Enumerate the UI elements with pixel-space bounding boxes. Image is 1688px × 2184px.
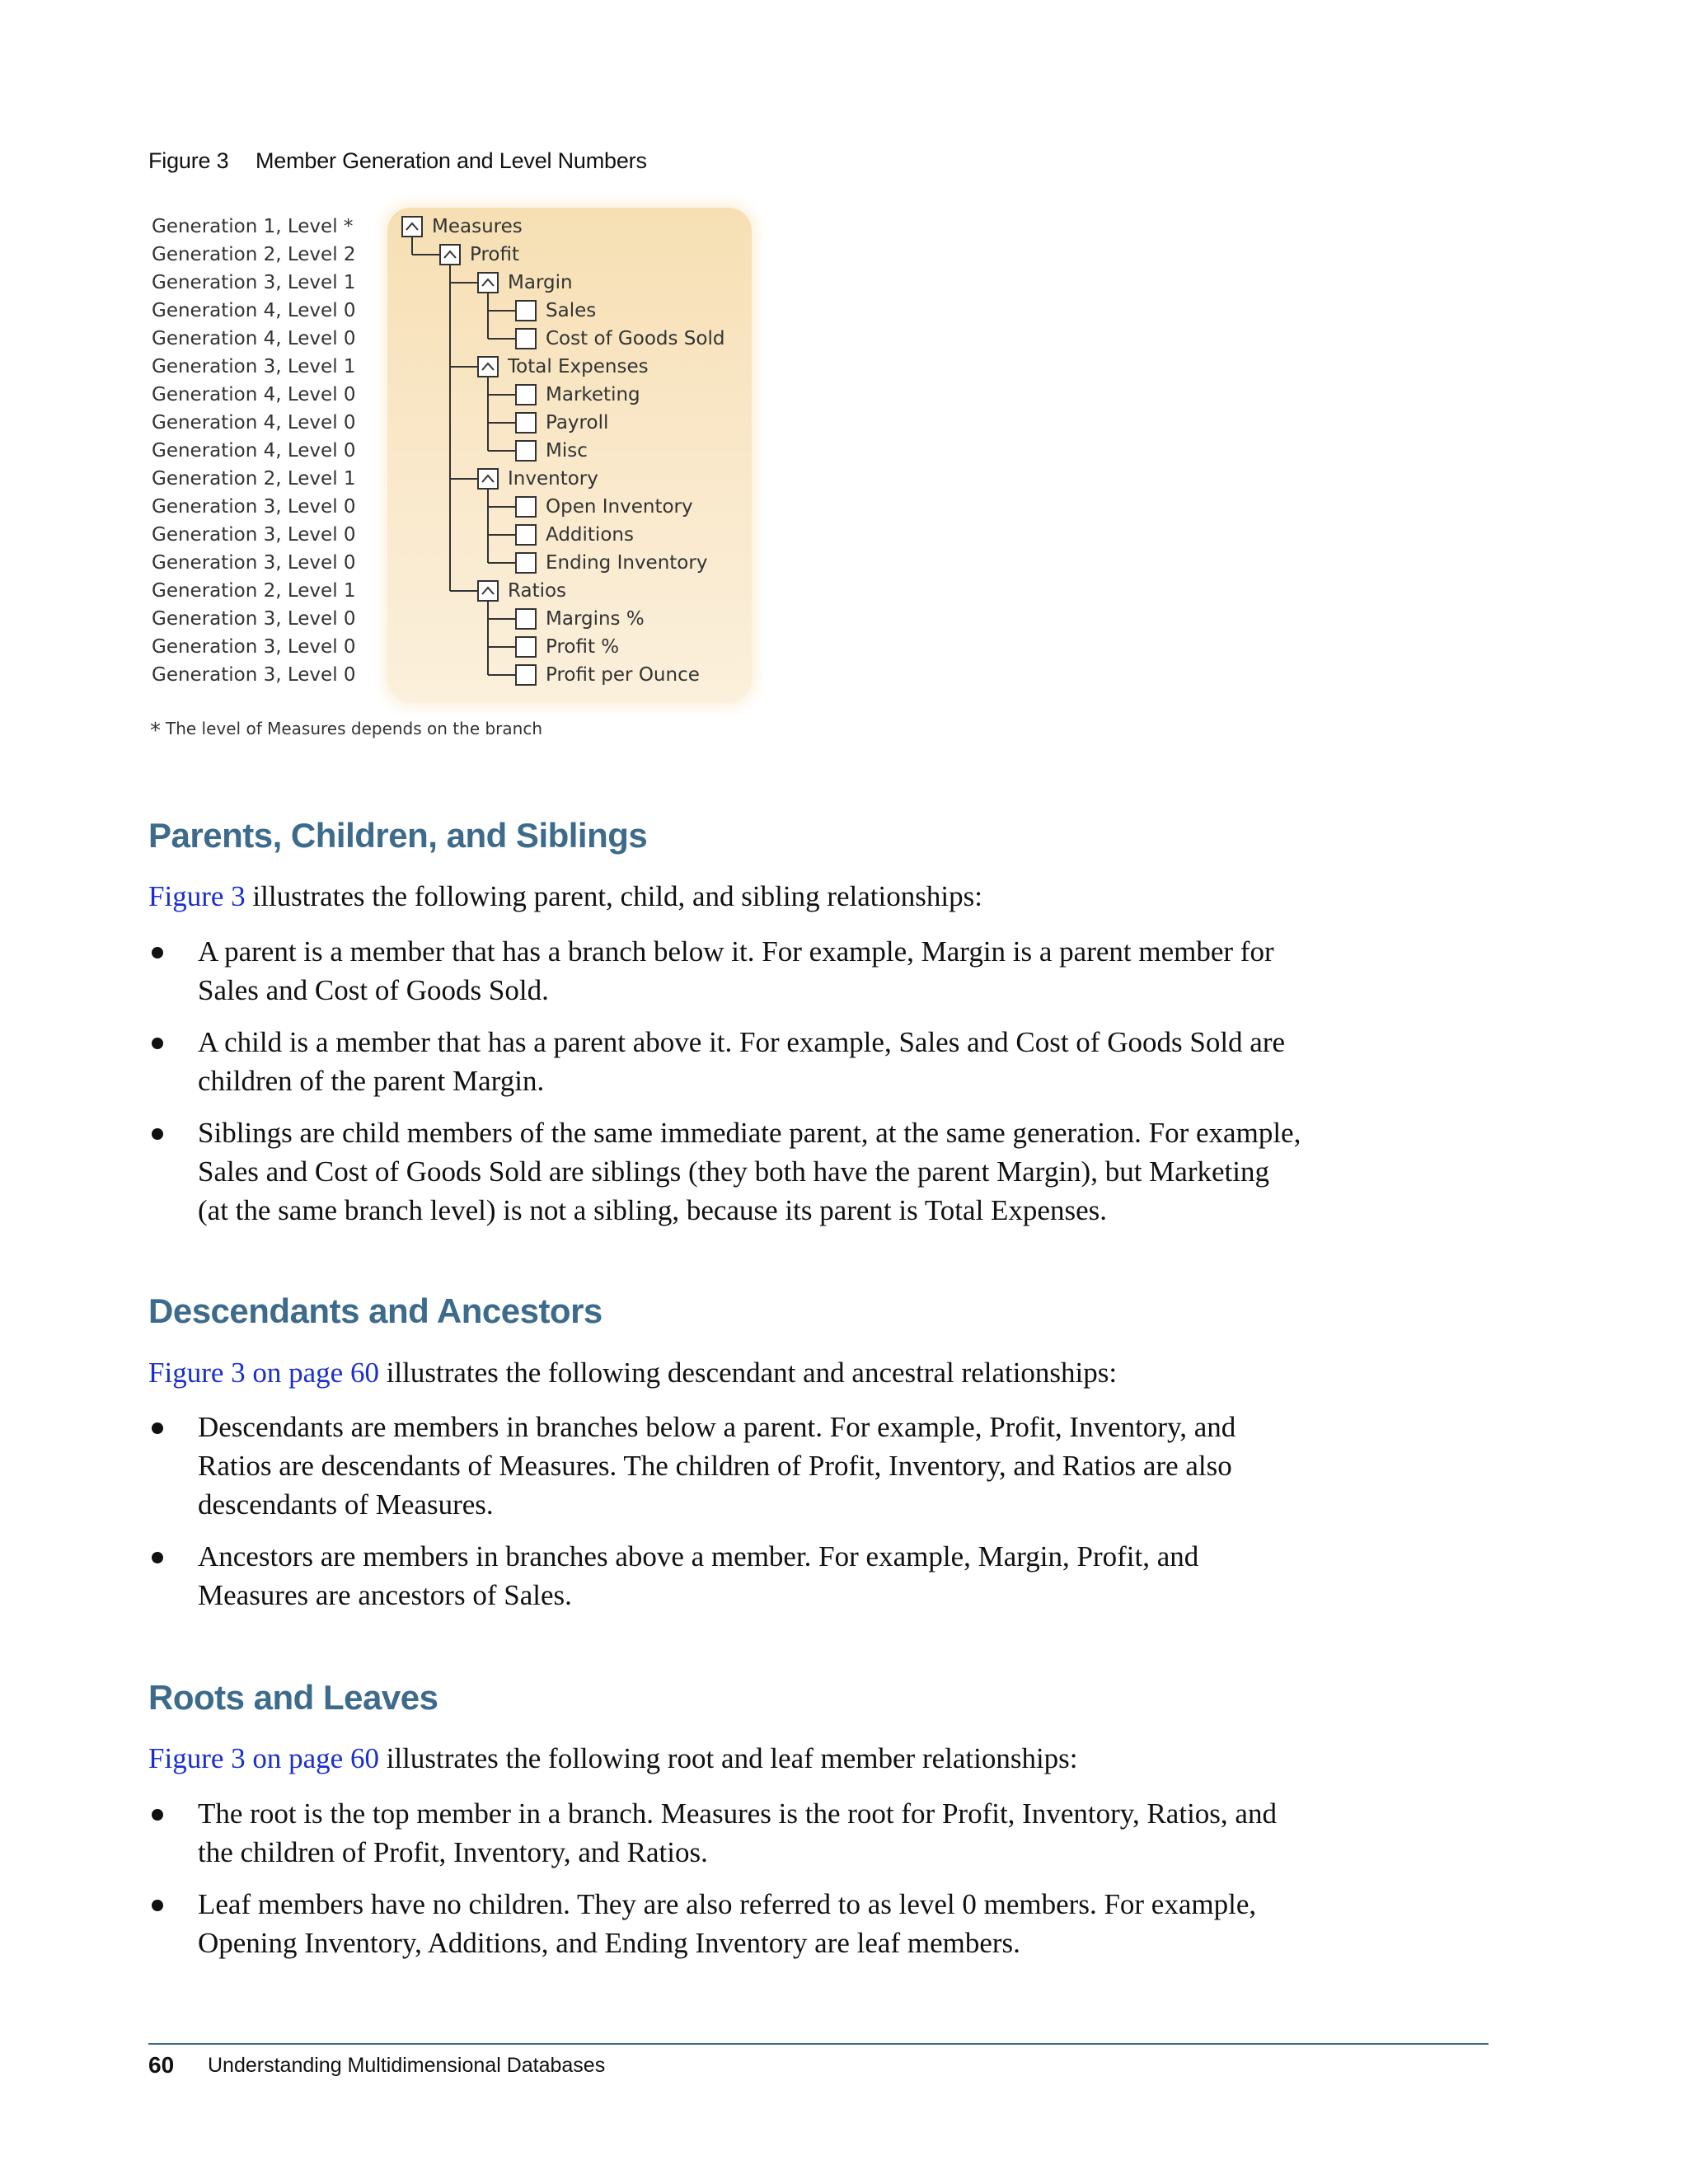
bullet-icon: [152, 947, 163, 958]
section-heading-descendants: Descendants and Ancestors: [148, 1291, 603, 1330]
bullet-text: The root is the top member in a branch. Measures is the root for Profit, Inventory, Ratios, and the children of Profit, Inventory, and Ratios.: [198, 1797, 1277, 1868]
figure-footnote: [150, 719, 542, 743]
footnote-text: The level of Measures depends on the branch: [166, 719, 543, 738]
tree-node-label: Cost of Goods Sold: [546, 328, 725, 349]
leaf-box-icon: [516, 637, 536, 657]
figure-title: Member Generation and Level Numbers: [256, 148, 647, 173]
tree-node-label: Marketing: [546, 384, 640, 405]
generation-label: Generation 3, Level 0: [152, 552, 356, 574]
leaf-box-icon: [516, 553, 536, 573]
section-intro-roots: [148, 1739, 1302, 1778]
member-hierarchy-figure: [148, 204, 775, 715]
generation-label: Generation 3, Level 0: [152, 608, 356, 630]
list-item: [148, 1408, 1302, 1524]
bullet-list-parents: [148, 932, 1302, 1243]
tree-node-label: Sales: [546, 300, 597, 321]
leaf-box-icon: [516, 497, 536, 517]
generation-label: Generation 4, Level 0: [152, 412, 356, 434]
generation-label: Generation 2, Level 1: [152, 580, 356, 602]
tree-node-label: Additions: [546, 524, 634, 546]
bullet-icon: [152, 1128, 163, 1140]
leaf-box-icon: [516, 301, 536, 321]
figure-caption: [148, 148, 647, 174]
list-item: [148, 1537, 1302, 1615]
footnote-star: *: [150, 719, 161, 743]
collapse-toggle-icon: [478, 357, 498, 377]
bullet-icon: [152, 1038, 163, 1049]
tree-node-label: Payroll: [546, 412, 609, 434]
figure-number: Figure 3: [148, 148, 229, 173]
footer-rule: [148, 2043, 1489, 2045]
generation-label: Generation 4, Level 0: [152, 328, 356, 349]
tree-node-label: Profit: [470, 244, 519, 265]
bullet-list-roots: [148, 1794, 1302, 1975]
tree-node-label: Margin: [508, 272, 573, 293]
collapse-toggle-icon: [440, 245, 460, 265]
tree-connectors: [148, 204, 775, 715]
leaf-box-icon: [516, 441, 536, 461]
bullet-text: Ancestors are members in branches above a member. For example, Margin, Profit, and Measures are ancestors of Sales.: [198, 1540, 1199, 1611]
bullet-icon: [152, 1809, 163, 1821]
collapse-toggle-icon: [478, 273, 498, 293]
footer-title: Understanding Multidimensional Databases: [208, 2054, 606, 2077]
generation-label: Generation 3, Level 0: [152, 664, 356, 686]
bullet-text: A parent is a member that has a branch below it. For example, Margin is a parent member for Sales and Cost of Goods Sold.: [198, 935, 1274, 1006]
bullet-text: A child is a member that has a parent above it. For example, Sales and Cost of Goods Sold are children of the parent Margin.: [198, 1026, 1286, 1097]
tree-node-label: Margins %: [546, 608, 645, 630]
tree-node-label: Open Inventory: [546, 496, 693, 518]
list-item: [148, 1794, 1302, 1872]
bullet-icon: [152, 1552, 163, 1563]
section-intro-parents: [148, 877, 1302, 916]
intro-text: illustrates the following descendant and ancestral relationships:: [378, 1357, 1118, 1389]
tree-node-label: Misc: [546, 440, 588, 462]
generation-label: Generation 4, Level 0: [152, 300, 356, 321]
tree-node-label: Total Expenses: [508, 356, 649, 377]
collapse-toggle-icon: [402, 217, 422, 237]
bullet-text: Siblings are child members of the same immediate parent, at the same generation. For example, Sales and Cost of Goods Sold are siblings (they both have the parent Margin), but Marketing (at the same branch level) is not a sibling, because its parent is Total Expenses.: [198, 1117, 1301, 1226]
bullet-text: Descendants are members in branches below a parent. For example, Profit, Inventory, and Ratios are descendants of Measures. The children of Profit, Inventory, and Ratios are also descendants of Measures.: [198, 1411, 1236, 1521]
tree-node-label: Profit %: [546, 636, 620, 658]
bullet-list-descendants: [148, 1408, 1302, 1628]
list-item: [148, 1113, 1302, 1230]
leaf-box-icon: [516, 609, 536, 629]
tree-node-label: Inventory: [508, 468, 598, 490]
leaf-box-icon: [516, 329, 536, 349]
generation-label: Generation 3, Level 0: [152, 524, 356, 546]
list-item: [148, 1023, 1302, 1100]
leaf-box-icon: [516, 665, 536, 685]
tree-node-label: Profit per Ounce: [546, 664, 700, 686]
generation-label: Generation 1, Level *: [152, 216, 354, 237]
generation-label: Generation 3, Level 0: [152, 496, 356, 518]
figure-link[interactable]: Figure 3 on page 60: [148, 1357, 379, 1389]
page-number: 60: [148, 2052, 175, 2078]
generation-label: Generation 3, Level 1: [152, 272, 356, 293]
list-item: [148, 1885, 1302, 1962]
generation-label: Generation 3, Level 0: [152, 636, 356, 658]
generation-label: Generation 4, Level 0: [152, 384, 356, 405]
generation-label: Generation 4, Level 0: [152, 440, 356, 462]
leaf-box-icon: [516, 385, 536, 405]
section-heading-roots: Roots and Leaves: [148, 1678, 438, 1717]
generation-label: Generation 2, Level 1: [152, 468, 356, 490]
collapse-toggle-icon: [478, 469, 498, 489]
tree-node-label: Ending Inventory: [546, 552, 708, 574]
figure-link[interactable]: Figure 3 on page 60: [148, 1742, 379, 1774]
leaf-box-icon: [516, 413, 536, 433]
generation-label: Generation 2, Level 2: [152, 244, 356, 265]
section-intro-descendants: [148, 1353, 1302, 1392]
list-item: [148, 932, 1302, 1010]
collapse-toggle-icon: [478, 581, 498, 601]
intro-text: illustrates the following parent, child, and sibling relationships:: [245, 880, 982, 912]
leaf-box-icon: [516, 525, 536, 545]
bullet-icon: [152, 1900, 163, 1911]
section-heading-parents: Parents, Children, and Siblings: [148, 816, 648, 855]
bullet-text: Leaf members have no children. They are also referred to as level 0 members. For example, Opening Inventory, Additions, and Ending Inventory are leaf members.: [198, 1888, 1257, 1959]
intro-text: illustrates the following root and leaf member relationships:: [378, 1742, 1078, 1774]
tree-node-label: Ratios: [508, 580, 567, 602]
bullet-icon: [152, 1422, 163, 1434]
generation-label: Generation 3, Level 1: [152, 356, 356, 377]
figure-link[interactable]: Figure 3: [148, 880, 246, 912]
tree-node-label: Measures: [432, 216, 523, 237]
